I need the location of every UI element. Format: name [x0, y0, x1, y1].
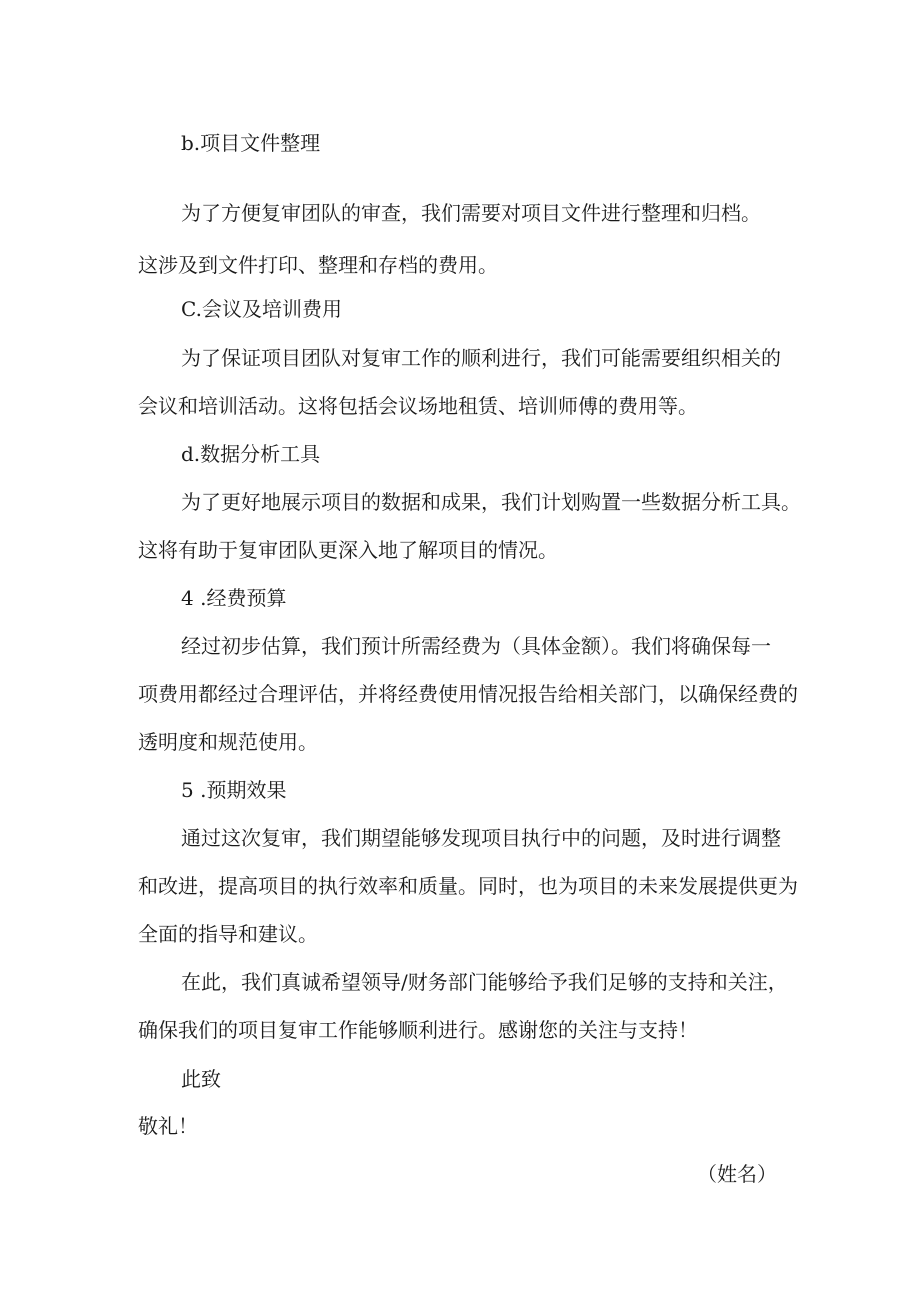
paragraph-line: 会议和培训活动。这将包括会议场地租赁、培训师傅的费用等。: [138, 394, 698, 418]
paragraph-line: 为了保证项目团队对复审工作的顺利进行，我们可能需要组织相关的: [181, 346, 781, 370]
paragraph-line: 透明度和规范使用。: [138, 730, 318, 754]
paragraph-line: 这将有助于复审团队更深入地了解项目的情况。: [138, 538, 558, 562]
signature-name: （姓名）: [697, 1162, 777, 1186]
salutation-line: 敬礼！: [138, 1114, 198, 1138]
section-heading-d: d.数据分析工具: [181, 442, 321, 466]
paragraph-line: 这涉及到文件打印、整理和存档的费用。: [138, 253, 498, 277]
paragraph-line: 在此，我们真诚希望领导/财务部门能够给予我们足够的支持和关注，: [181, 970, 788, 994]
salutation-line: 此致: [181, 1067, 221, 1091]
paragraph-line: 通过这次复审，我们期望能够发现项目执行中的问题，及时进行调整: [181, 826, 781, 850]
paragraph-line: 为了方便复审团队的审查，我们需要对项目文件进行整理和归档。: [181, 201, 761, 225]
paragraph-line: 全面的指导和建议。: [138, 922, 318, 946]
section-heading-5: 5 .预期效果: [181, 778, 287, 802]
paragraph-line: 项费用都经过合理评估，并将经费使用情况报告给相关部门，以确保经费的: [138, 682, 798, 706]
section-heading-c: C.会议及培训费用: [181, 297, 342, 321]
paragraph-line: 确保我们的项目复审工作能够顺利进行。感谢您的关注与支持！: [138, 1018, 698, 1042]
paragraph-line: 为了更好地展示项目的数据和成果，我们计划购置一些数据分析工具。: [181, 490, 801, 514]
paragraph-line: 和改进，提高项目的执行效率和质量。同时，也为项目的未来发展提供更为: [138, 874, 798, 898]
section-heading-4: 4 .经费预算: [181, 586, 287, 610]
paragraph-line: 经过初步估算，我们预计所需经费为（具体金额）。我们将确保每一: [181, 634, 771, 658]
section-heading-b: b.项目文件整理: [181, 131, 321, 155]
